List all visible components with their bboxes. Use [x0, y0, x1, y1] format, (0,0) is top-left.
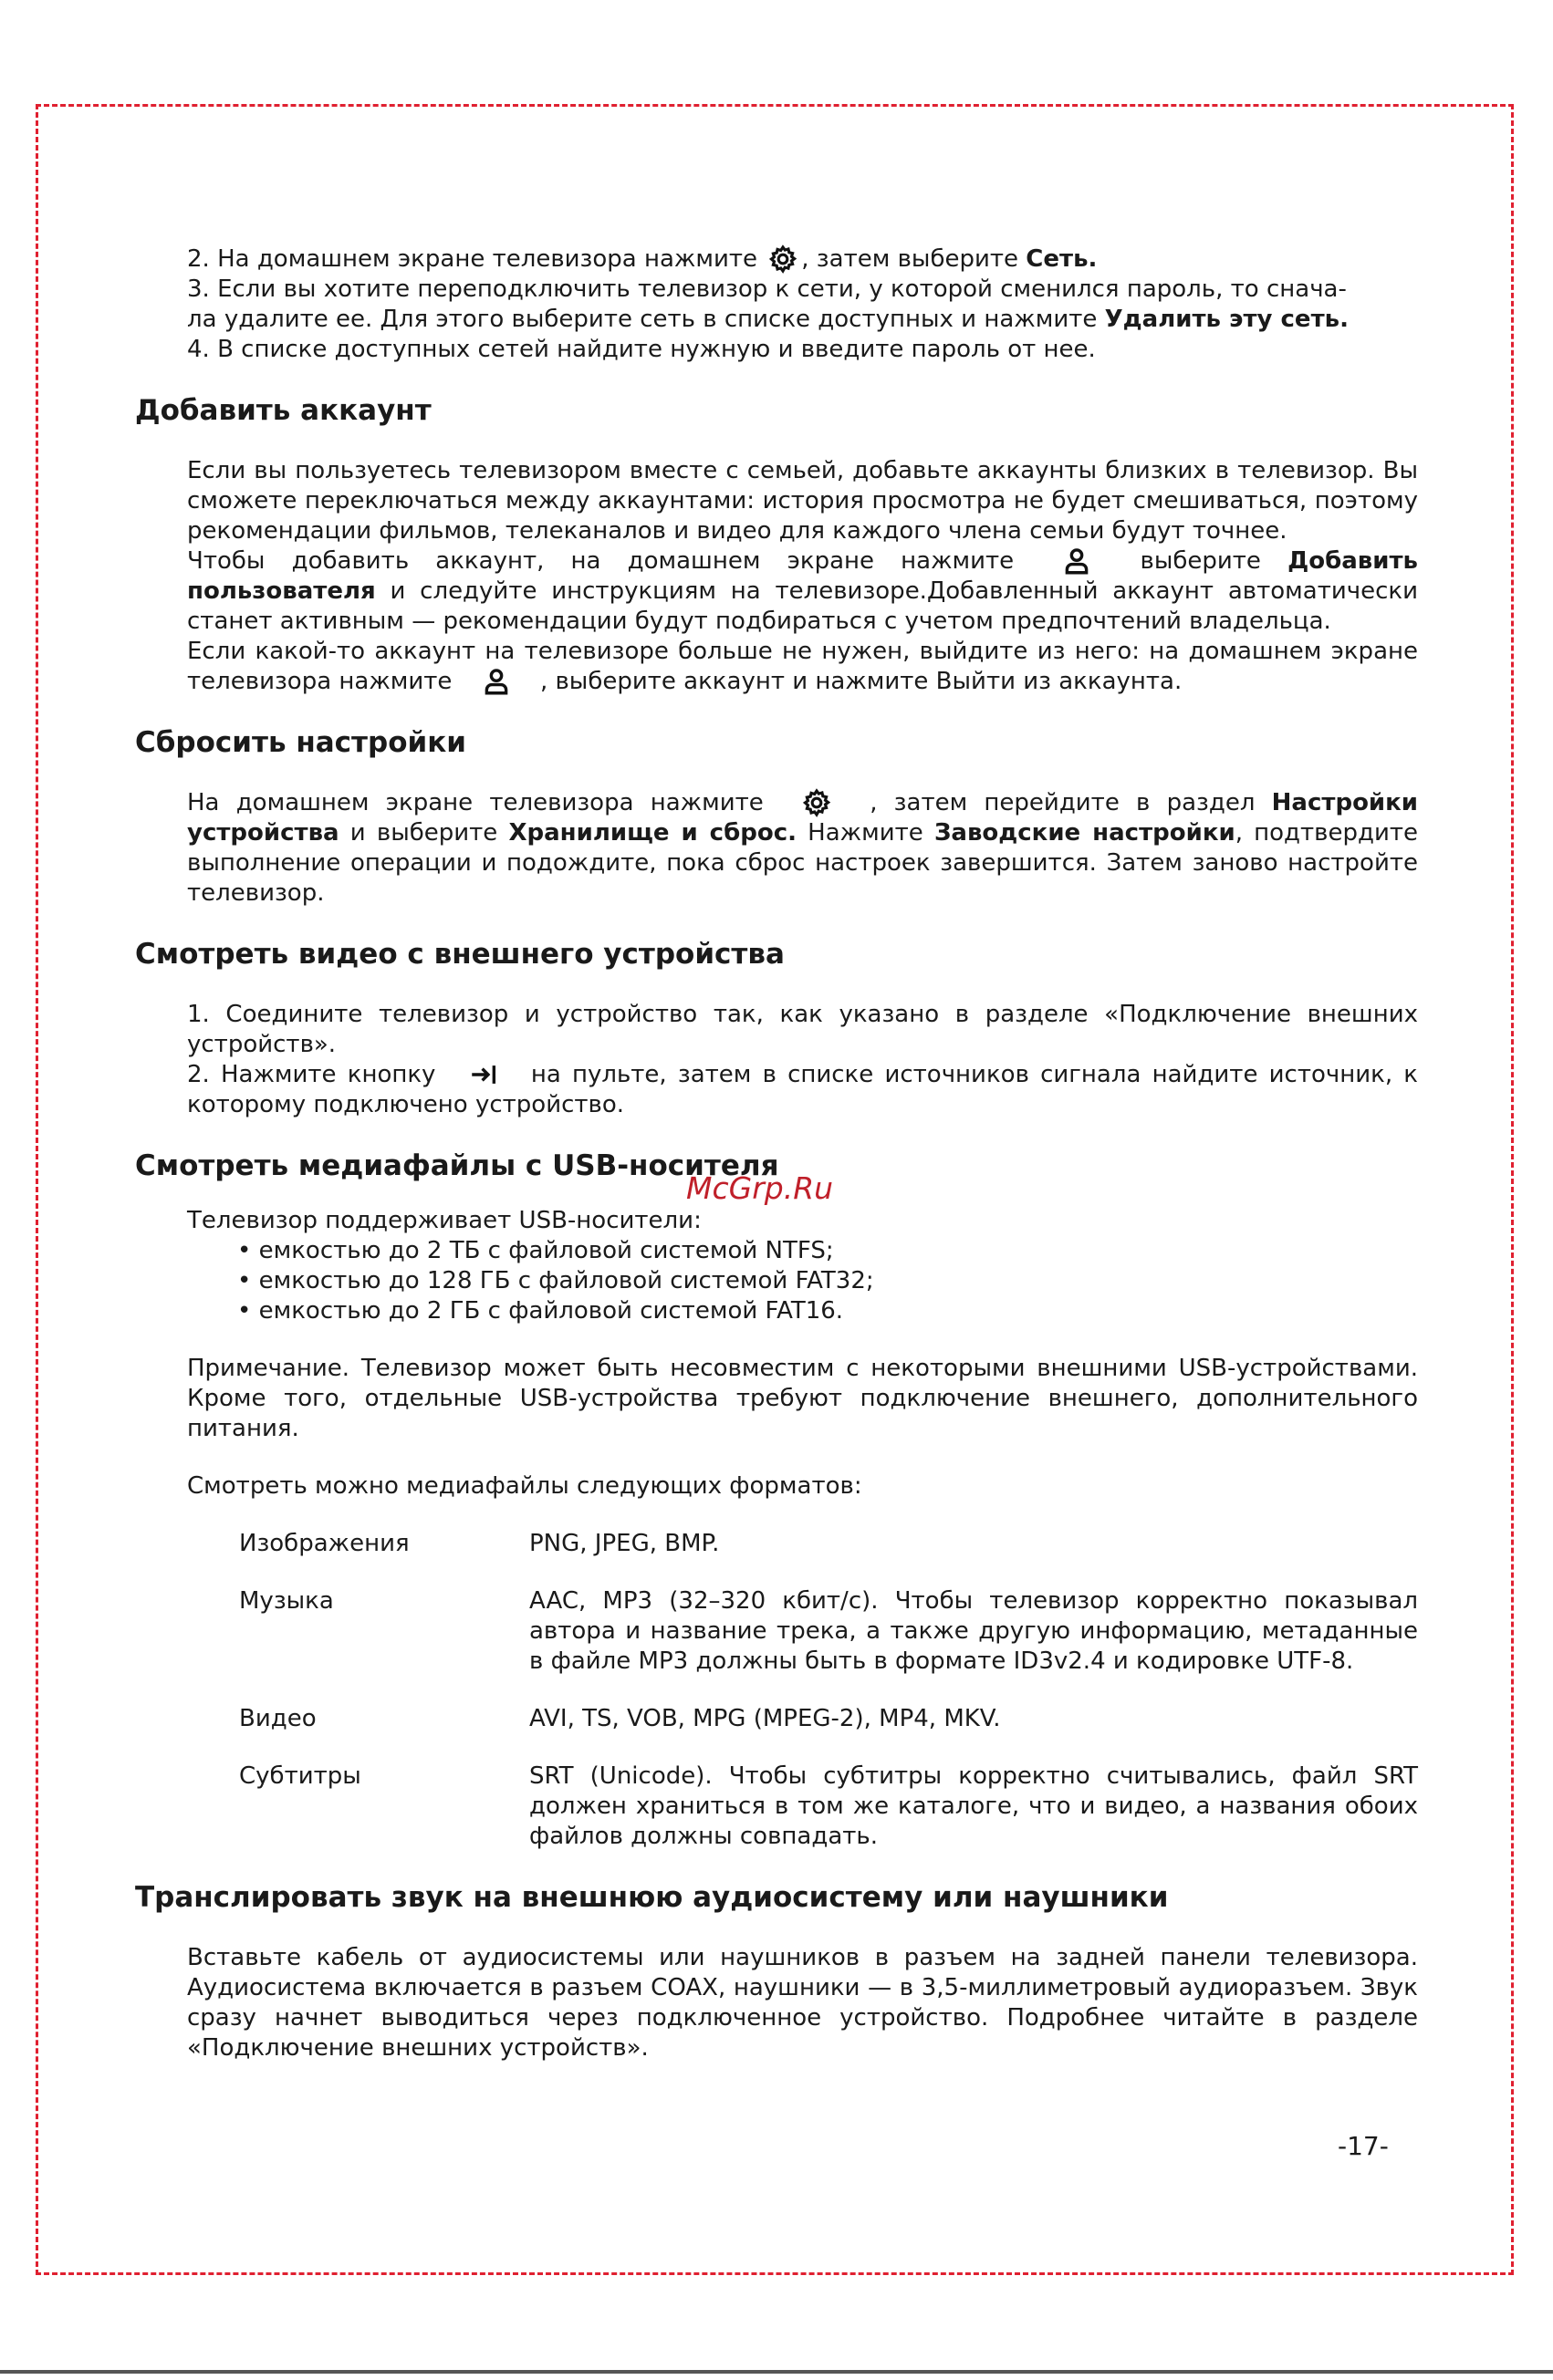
intro-steps — [135, 244, 1418, 365]
heading-reset: Сбросить настройки — [135, 726, 466, 759]
user-icon — [1040, 546, 1113, 577]
usb-note: Примечание. Телевизор может быть несовместим с некоторыми внешними USB-устройствами. Кроме того, отдельные USB-устройства требуют подключение внешнего, дополнительного питания. — [187, 1355, 1418, 1442]
table-row: Видео AVI, TS, VOB, MPG (MPEG-2), MP4, MKV. — [239, 1705, 1001, 1732]
formats-intro: Смотреть можно медиафайлы следующих форматов: — [187, 1472, 862, 1500]
intro-step-4: 4. В списке доступных сетей найдите нужную и введите пароль от нее. — [187, 336, 1096, 363]
section-external-device: 1. Соедините телевизор и устройство так, как указано в разделе «Подключение внешних устройств». 2. Нажмите кнопку на пульте, затем в списке источников сигнала найдите источник, к которому подключено устройство. — [187, 1001, 1418, 1118]
heading-audio-output: Транслировать звук на внешнюю аудиосистему или наушники — [135, 1881, 1169, 1914]
gear-icon — [765, 244, 801, 275]
section-add-account: Если вы пользуетесь телевизором вместе с семьей, добавьте аккаунты близких в телевизор. Вы сможете переключаться между аккаунтами: история просмотра не будет смешиваться, поэтому рекомендации фильмов, телеканалов и видео для каждого члена семьи будут точнее. Чтобы добавить аккаунт, на домашнем экране нажмите выберите Добавить пользователя и следуйте инструкциям на телевизоре.Добавленный аккаунт автоматически станет активным — рекомендации будут подбираться с учетом предпочтений владельца. Если какой-то аккаунт на телевизоре больше не нужен, выйдите из него: на домашнем экране телевизора нажмите , выберите аккаунт и нажмите Выйти из аккаунта. — [187, 457, 1418, 695]
section-reset: На домашнем экране телевизора нажмите , затем перейдите в раздел Настройки устройства и выберите Хранилище и сброс. Нажмите Заводские настройки, подтвердите выполнение операции и подождите, пока сброс настроек завершится. Затем заново настройте телевизор. — [187, 789, 1419, 907]
heading-add-account: Добавить аккаунт — [135, 394, 432, 427]
heading-usb-media: Смотреть медиафайлы с USB-носителя — [135, 1149, 779, 1182]
section-usb-media: Телевизор поддерживает USB-носители: — [187, 1207, 702, 1234]
bottom-rule — [0, 2370, 1553, 2374]
watermark: McGrp.Ru — [686, 1170, 834, 1206]
section-audio-output: Вставьте кабель от аудиосистемы или наушников в разъем на задней панели телевизора. Аудиосистема включается в разъем COAX, наушники — в 3,5-миллиметровый аудиоразъем. Звук сразу начнет выводиться через подключенное устройство. Подробнее читайте в разделе «Подключение внешних устройств». — [187, 1944, 1418, 2062]
list-item: • емкостью до 2 ТБ с файловой системой NTFS; — [237, 1236, 1418, 1266]
document-body — [135, 244, 1418, 2063]
input-source-icon — [447, 1060, 520, 1090]
table-row: Изображения PNG, JPEG, BMP. — [239, 1530, 720, 1557]
intro-step-2: 2. На домашнем экране телевизора нажмите , затем выберите Сеть. — [187, 245, 1098, 273]
list-item: • емкостью до 2 ГБ с файловой системой FAT16. — [237, 1296, 1418, 1326]
formats-table — [135, 1529, 1418, 1852]
page-number: -17- — [1338, 2131, 1389, 2161]
intro-step-3-cont: ла удалите ее. Для этого выберите сеть в списке доступных и нажмите Удалить эту сеть. — [187, 306, 1349, 333]
intro-step-3: 3. Если вы хотите переподключить телевизор к сети, у которой сменился пароль, то снача- — [187, 275, 1347, 303]
list-item: • емкостью до 128 ГБ с файловой системой FAT32; — [237, 1266, 1418, 1296]
table-row: Субтитры SRT (Unicode). Чтобы субтитры корректно считывались, файл SRT должен храниться в том же каталоге, что и видео, а названия обоих файлов должны совпадать. — [239, 1762, 1418, 1850]
heading-external-device: Смотреть видео с внешнего устройства — [135, 938, 785, 971]
gear-icon — [780, 788, 853, 818]
table-row: Музыка AAC, MP3 (32–320 кбит/с). Чтобы телевизор корректно показывал автора и название трека, а также другую информацию, метаданные в файле MP3 должны быть в формате ID3v2.4 и кодировке UTF-8. — [239, 1587, 1418, 1675]
user-icon — [460, 667, 533, 697]
usb-capacity-list — [135, 1236, 1418, 1326]
